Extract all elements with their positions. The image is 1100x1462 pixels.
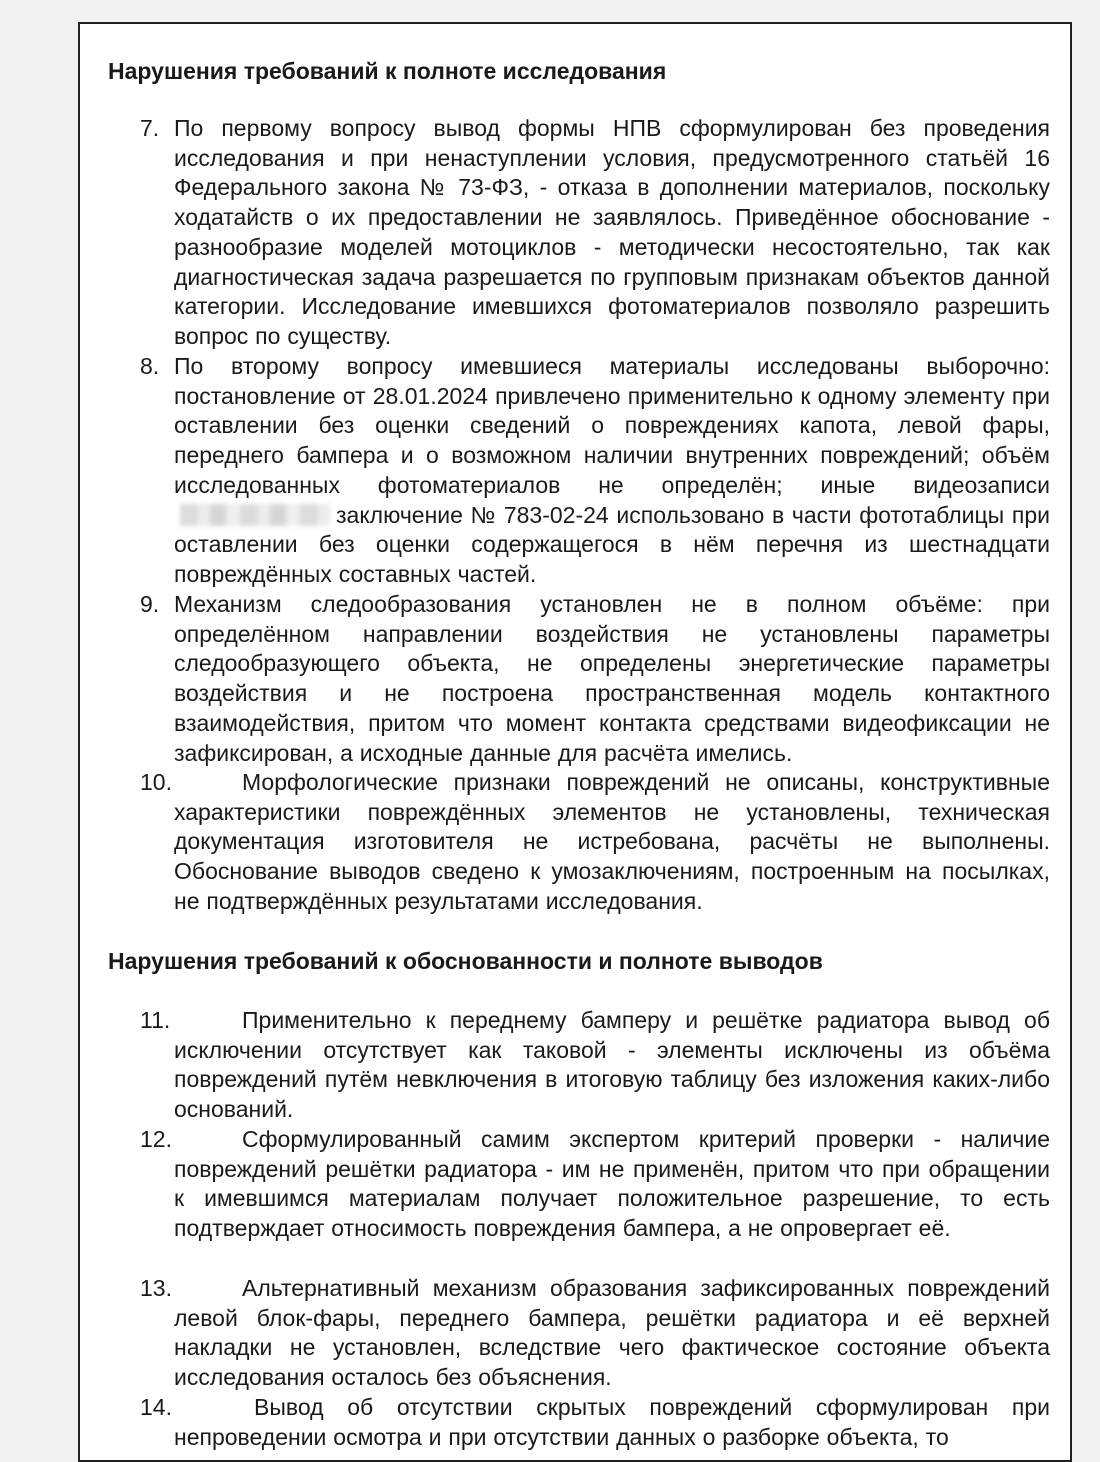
item-number: 9. [140, 591, 160, 617]
item-text: Альтернативный механизм образования зафиксированных повреждений левой блок-фары, переднего бампера, решётки радиатора и её верхней накладки не установлен, вследствие чего фактическое состояние объекта исследования осталось без объяснения. [174, 1275, 1050, 1391]
item-number: 12. [140, 1126, 172, 1152]
item-number: 11. [140, 1007, 171, 1033]
item-text-part: заключение № 783-02-24 использовано в части фототаблицы при оставлении без оценки содержащегося в нём перечня из шестнадцати повреждённых составных частей. [174, 501, 1050, 587]
item-number: 8. [140, 353, 160, 379]
section-heading: Нарушения требований к обоснованности и полноте выводов [108, 948, 823, 974]
redacted-region [180, 504, 330, 526]
item-text: Механизм следообразования установлен не в полном объёме: при определённом направлении воздействия не установлены параметры следообразующего объекта, не определены энергетические параметры воздействия и не построена пространственная модель контактного взаимодействия, притом что момент контакта средствами видеофиксации не зафиксирован, а исходные данные для расчёта имелись. [174, 591, 1050, 766]
item-number: 14. [140, 1394, 172, 1420]
item-text: Сформулированный самим экспертом критерий проверки - наличие повреждений решётки радиатора - им не применён, притом что при обращении к имевшимся материалам получает положительное разрешение, то есть подтверждает относимость повреждения бампера, а не опровергает её. [174, 1126, 1050, 1242]
item-text-part: По второму вопросу имевшиеся материалы исследованы выборочно: постановление от 28.01.2024 привлечено применительно к одному элементу при оставлении без оценки сведений о повреждениях капота, левой фары, переднего бампера и о возможном наличии внутренних повреждений; объём исследованных фотоматериалов не определён; иные видеозаписи [174, 353, 1050, 498]
item-text [174, 352, 1050, 590]
document-page [78, 22, 1072, 1462]
item-number: 10. [140, 769, 172, 795]
item-text: Применительно к переднему бамперу и решётке радиатора вывод об исключении отсутствует как таковой - элементы исключены из объёма повреждений путём невключения в итоговую таблицу без изложения каких-либо оснований. [174, 1007, 1050, 1123]
item-number: 13. [140, 1275, 172, 1301]
item-text: Вывод об отсутствии скрытых повреждений сформулирован при непроведении осмотра и при отсутствии данных о разборке объекта, то [174, 1394, 1050, 1450]
item-number: 7. [140, 115, 160, 141]
item-text: Морфологические признаки повреждений не описаны, конструктивные характеристики повреждённых элементов не установлены, техническая документация изготовителя не истребована, расчёты не выполнены. Обоснование выводов сведено к умозаключениям, построенным на посылках, не подтверждённых результатами исследования. [174, 769, 1050, 914]
section-heading: Нарушения требований к полноте исследования [108, 58, 667, 84]
item-text: По первому вопросу вывод формы НПВ сформулирован без проведения исследования и при ненаступлении условия, предусмотренного статьёй 16 Федерального закона № 73-ФЗ, - отказа в дополнении материалов, поскольку ходатайств о их предоставлении не заявлялось. Приведённое обоснование - разнообразие моделей мотоциклов - методически несостоятельно, так как диагностическая задача разрешается по групповым признакам объектов данной категории. Исследование имевшихся фотоматериалов позволяло разрешить вопрос по существу. [174, 115, 1050, 349]
